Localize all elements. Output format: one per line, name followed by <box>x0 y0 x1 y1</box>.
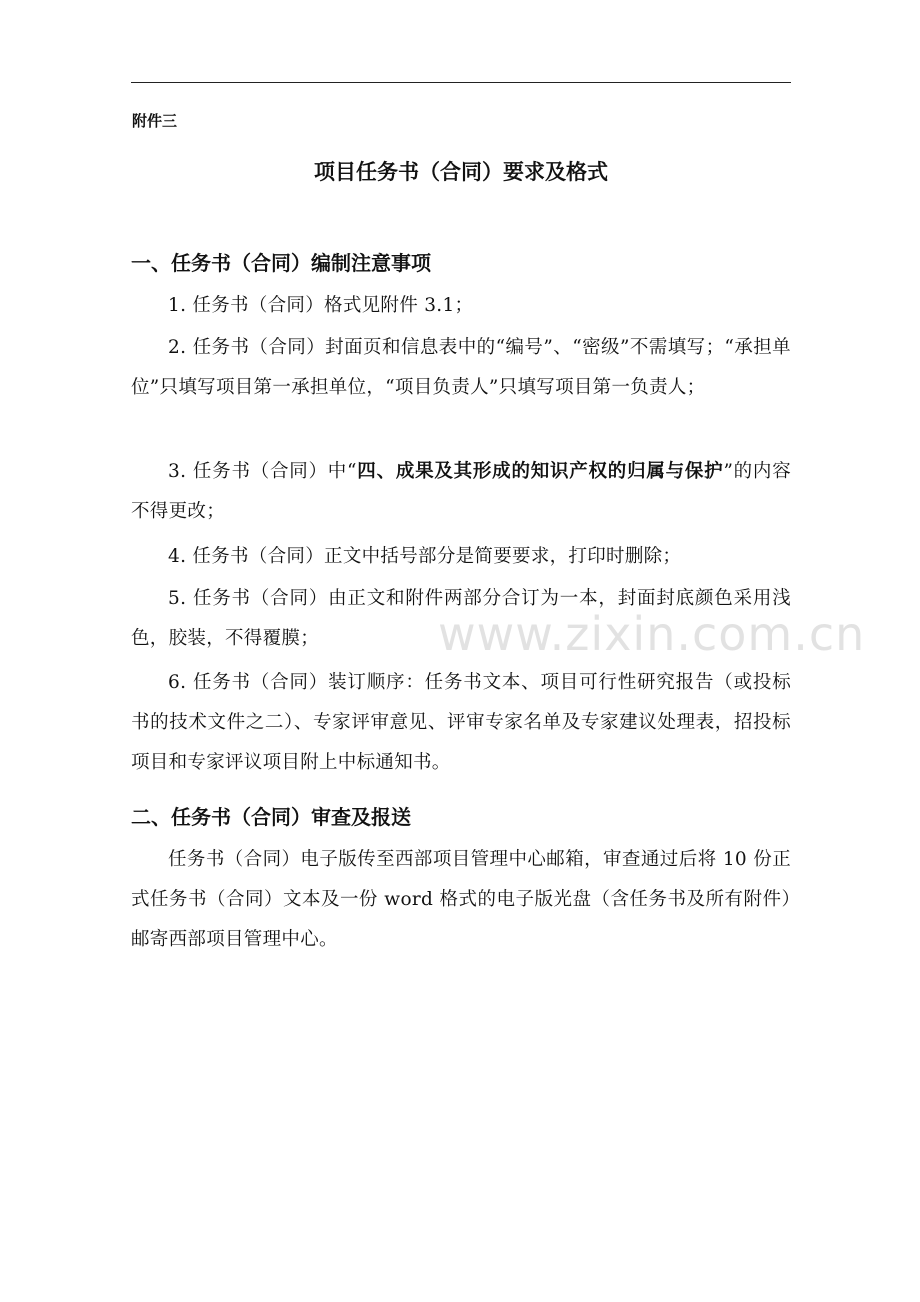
watermark: www.zixin.com.cn <box>438 607 866 661</box>
section1-item-3-suffix: ”的内容不得更改； <box>131 461 792 522</box>
section2-paragraph: 任务书（合同）电子版传至西部项目管理中心邮箱，审查通过后将 10 份正式任务书（合同）文本及一份 word 格式的电子版光盘（含任务书及所有附件）邮寄西部项目管理中心。 <box>131 849 791 950</box>
section1-item-6: 6. 任务书（合同）装订顺序：任务书文本、项目可行性研究报告（或投标书的技术文件之二）、专家评审意见、评审专家名单及专家建议处理表，招投标项目和专家评议项目附上中标通知书。 <box>131 672 791 773</box>
section1-item-5: 5. 任务书（合同）由正文和附件两部分合订为一本，封面封底颜色采用浅色，胶装，不得覆膜； <box>131 588 791 649</box>
document-title: 项目任务书（合同）要求及格式 <box>314 160 608 184</box>
section1-item-3 <box>131 452 791 532</box>
section1-item-4: 4. 任务书（合同）正文中括号部分是简要要求，打印时删除； <box>168 546 682 567</box>
header-rule <box>131 82 791 83</box>
section-heading-1: 一、任务书（合同）编制注意事项 <box>131 251 431 275</box>
section1-item-3-prefix: 3. 任务书（合同）中“ <box>168 461 357 482</box>
attachment-label: 附件三 <box>132 112 178 130</box>
section1-item-2: 2. 任务书（合同）封面页和信息表中的“编号”、“密级”不需填写；“承担单位”只填写项目第一承担单位，“项目负责人”只填写项目第一负责人； <box>131 337 791 398</box>
section1-item-1: 1. 任务书（合同）格式见附件 3.1； <box>168 295 474 316</box>
section-heading-2: 二、任务书（合同）审查及报送 <box>131 805 411 829</box>
section1-item-3-bold: 四、成果及其形成的知识产权的归属与保护 <box>356 461 724 482</box>
